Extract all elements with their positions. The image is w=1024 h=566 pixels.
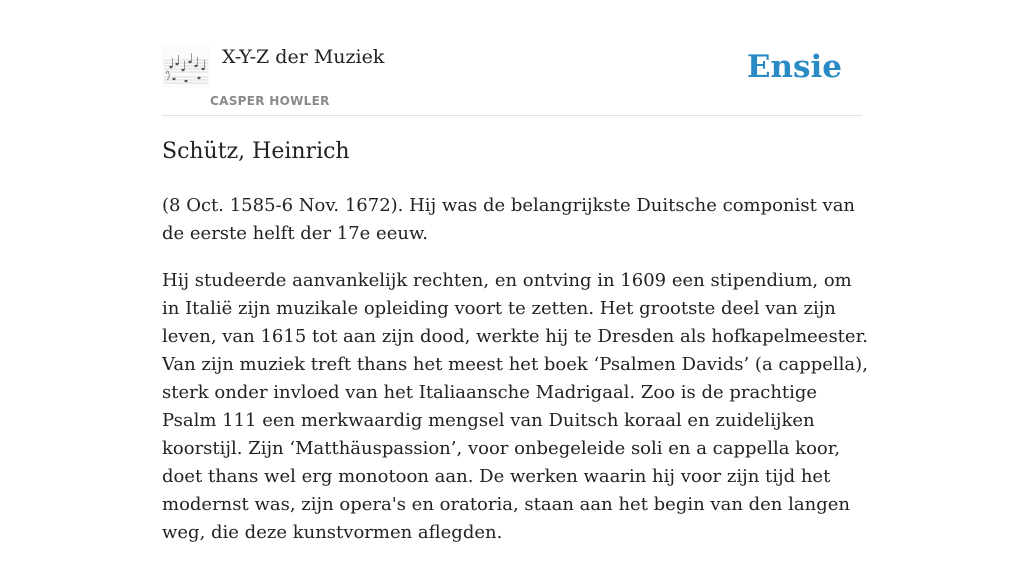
article-title: Schütz, Heinrich	[162, 139, 350, 164]
article-paragraph: (8 Oct. 1585-6 Nov. 1672). Hij was de belangrijkste Duitsche componist van de eerste helft der 17e eeuw.	[162, 195, 856, 244]
book-title[interactable]: X-Y-Z der Muziek	[222, 46, 385, 68]
article-body	[162, 192, 874, 566]
article-paragraph: Hij studeerde aanvankelijk rechten, en ontving in 1609 een stipendium, om in Italië zijn muzikale opleiding voort te zetten. Het grootste deel van zijn leven, van 1615 tot aan zijn dood, werkte hij te Dresden als hofkapelmeester. Van zijn muziek treft thans het meest het boek ‘Psalmen Davids’ (a cappella), sterk onder invloed van het Italiaansche Madrigaal. Zoo is de prachtige Psalm 111 een merkwaardig mengsel van Duitsch koraal en zuidelijken koorstijl. Zijn ‘Matthäuspassion’, voor onbegeleide soli en a cappella koor, doet thans wel erg monotoon aan. De werken waarin hij voor zijn tijd het modernst was, zijn opera's en oratoria, staan aan het begin van den langen weg, die deze kunstvormen aflegden.	[162, 270, 868, 543]
header	[162, 40, 862, 116]
book-author[interactable]: CASPER HOWLER	[210, 94, 330, 108]
ensie-logo[interactable]: Ensie	[746, 49, 842, 85]
sheet-music-thumbnail[interactable]	[162, 46, 210, 88]
